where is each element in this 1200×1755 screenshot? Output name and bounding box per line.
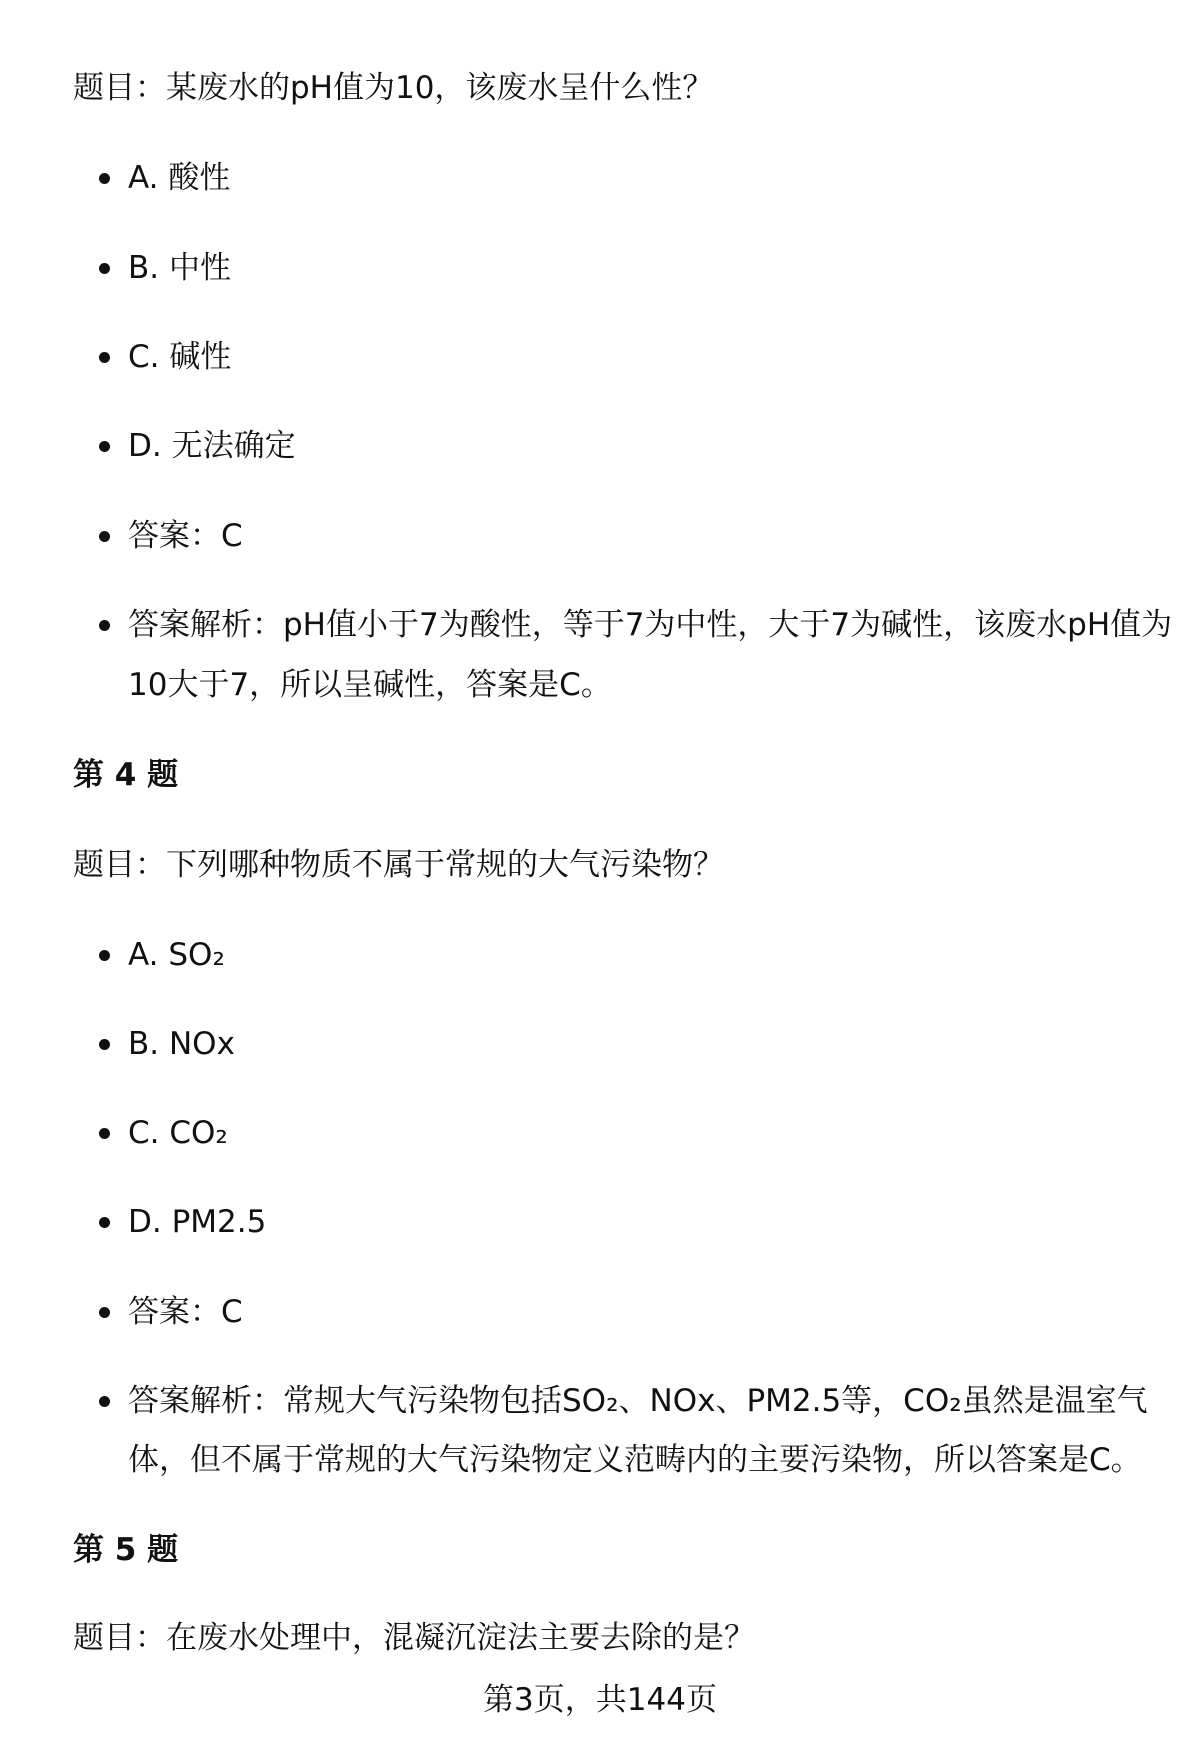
page-number-footer: 第3页，共144页 (483, 1682, 717, 1718)
question-3-answer: 答案：C (128, 518, 243, 554)
question-3-option-d: D. 无法确定 (128, 428, 296, 464)
question-3-option-b: B. 中性 (128, 250, 231, 286)
question-4-option-d: D. PM2.5 (128, 1204, 267, 1240)
question-4-option-c: C. CO₂ (128, 1115, 228, 1151)
question-3-analysis-line-1: 答案解析：pH值小于7为酸性，等于7为中性，大于7为碱性，该废水pH值为 (128, 607, 1173, 643)
question-4-heading: 第 4 题 (73, 757, 179, 793)
question-3-option-a: A. 酸性 (128, 160, 231, 196)
question-3-option-c: C. 碱性 (128, 339, 232, 375)
question-3-text: 题目：某废水的pH值为10，该废水呈什么性？ (73, 70, 714, 106)
question-3-analysis-line-2: 10大于7，所以呈碱性，答案是C。 (128, 667, 612, 703)
question-5-text: 题目：在废水处理中，混凝沉淀法主要去除的是？ (73, 1620, 755, 1656)
question-5-heading: 第 5 题 (73, 1532, 179, 1568)
question-4-analysis-line-2: 体，但不属于常规的大气污染物定义范畴内的主要污染物，所以答案是C。 (128, 1442, 1142, 1478)
question-4-option-a: A. SO₂ (128, 937, 225, 973)
question-4-text: 题目：下列哪种物质不属于常规的大气污染物？ (73, 847, 724, 883)
question-4-analysis-line-1: 答案解析：常规大气污染物包括SO₂、NOx、PM2.5等，CO₂虽然是温室气 (128, 1383, 1148, 1419)
question-4-answer: 答案：C (128, 1294, 243, 1330)
question-4-option-b: B. NOx (128, 1026, 235, 1062)
